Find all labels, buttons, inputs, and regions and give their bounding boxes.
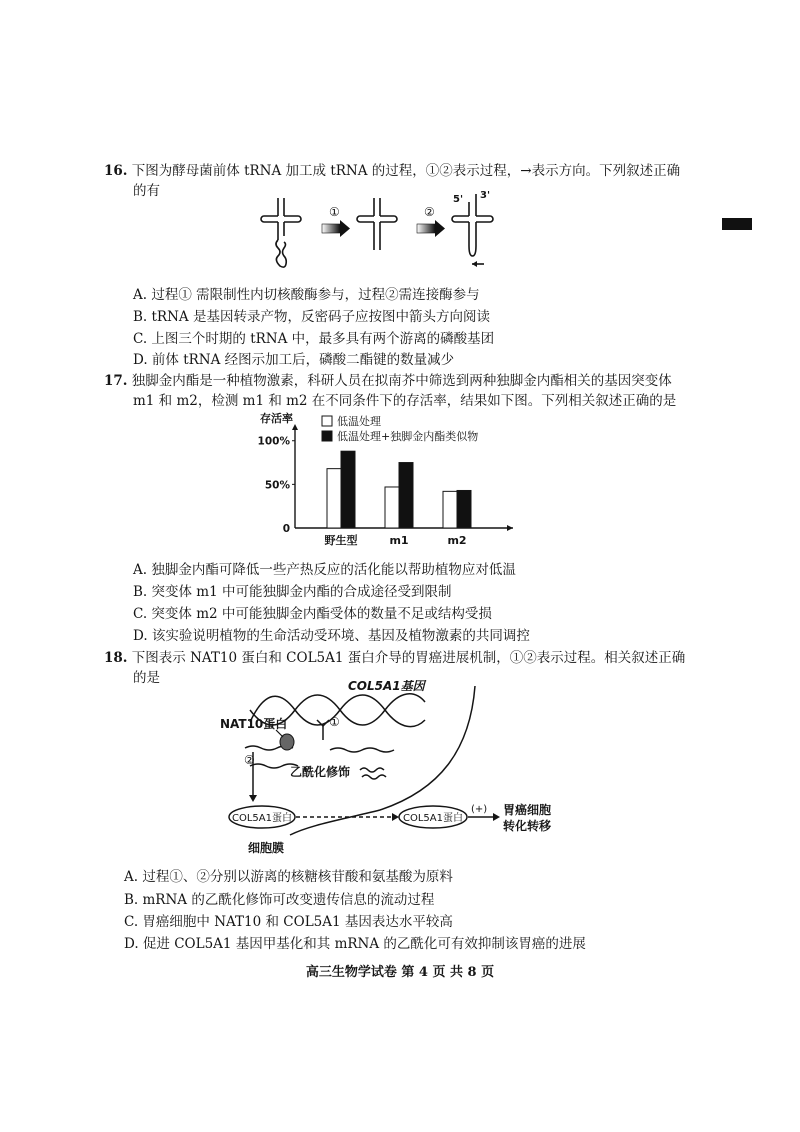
x-tick-label: m1 (389, 534, 409, 547)
x-tick-label: m2 (447, 534, 467, 547)
bar-cold-analog (457, 490, 471, 528)
precursor-trna-shape (261, 198, 301, 267)
gastric-cancer-mechanism-diagram (220, 680, 570, 860)
q17-option-d[interactable]: D. 该实验说明植物的生命活动受环境、基因及植物激素的共同调控 (133, 628, 530, 644)
legend-label: 低温处理+独脚金内酯类似物 (337, 430, 479, 443)
protein-left-label: COL5A1蛋白 (232, 813, 292, 824)
peptide-squiggle-2 (362, 775, 386, 779)
q17-stem-line1: 17. 独脚金内酯是一种植物激素，科研人员在拟南芥中筛选到两种独脚金内酯相关的基因突变体 (104, 373, 672, 389)
legend-label: 低温处理 (337, 415, 381, 428)
bar-cold (443, 491, 457, 528)
step1-label: ① (329, 205, 340, 219)
translation-arrowhead-icon (249, 795, 257, 802)
q17-option-a[interactable]: A. 独脚金内酯可降低一些产热反应的活化能以帮助植物应对低温 (133, 562, 516, 578)
bar-cold-analog (341, 451, 355, 528)
bar-cold (327, 469, 341, 528)
x-axis-arrow-icon (507, 525, 513, 531)
protein-right-label: COL5A1蛋白 (403, 813, 463, 824)
y-tick-label: 50% (264, 479, 290, 492)
intermediate-trna-shape (357, 198, 397, 250)
result-line1-label: 胃癌细胞 (503, 803, 552, 817)
nat10-pointer-line (276, 730, 283, 737)
legend-swatch (322, 431, 332, 441)
q18-stem-line2: 的是 (133, 670, 160, 686)
bar-cold (385, 487, 399, 528)
q18-stem-line1: 18. 下图表示 NAT10 蛋白和 COL5A1 蛋白介导的胃癌进展机制，①②表示过程。相关叙述正确 (104, 650, 686, 666)
page-footer: 高三生物学试卷 第 4 页 共 8 页 (305, 965, 495, 980)
y-axis-label: 存活率 (260, 412, 293, 425)
x-tick-label: 野生型 (324, 534, 358, 547)
transport-arrowhead-icon (392, 813, 399, 821)
y-tick-label: 0 (282, 523, 290, 535)
step2-label: ② (424, 205, 435, 219)
q16-option-c[interactable]: C. 上图三个时期的 tRNA 中，最多具有两个游离的磷酸基团 (133, 331, 495, 347)
direction-arrow-icon (472, 261, 477, 267)
q18-step1-label: ① (329, 715, 340, 729)
plus-sign-label: (+) (471, 804, 488, 815)
survival-rate-bar-chart (240, 410, 530, 555)
end3-label: 3' (480, 190, 491, 201)
q18-option-c[interactable]: C. 胃癌细胞中 NAT10 和 COL5A1 基因表达水平较高 (124, 914, 453, 930)
q16-stem-line2: 的有 (133, 183, 160, 199)
acetyl-label: 乙酰化修饰 (290, 765, 351, 779)
q17-stem-line2: m1 和 m2，检测 m1 和 m2 在不同条件下的存活率，结果如下图。下列相关叙述正确的是 (133, 393, 677, 409)
q16-option-a[interactable]: A. 过程① 需限制性内切核酸酶参与，过程②需连接酶参与 (133, 287, 480, 303)
process-arrow-1-icon (322, 220, 350, 237)
q18-option-a[interactable]: A. 过程①、②分别以游离的核糖核苷酸和氨基酸为原料 (124, 869, 453, 885)
q17-option-b[interactable]: B. 突变体 m1 中可能独脚金内酯的合成途径受到限制 (133, 584, 452, 600)
gene-label: COL5A1基因 (348, 680, 425, 693)
process-arrow-2-icon (417, 220, 445, 237)
q17-number: 17. (104, 373, 128, 389)
trna-processing-diagram (240, 188, 510, 278)
peptide-squiggle-1 (360, 768, 384, 772)
q18-step2-label: ② (244, 753, 255, 767)
q16-number: 16. (104, 163, 128, 179)
q16-option-b[interactable]: B. tRNA 是基因转录产物，反密码子应按图中箭头方向阅读 (133, 309, 490, 325)
membrane-label: 细胞膜 (248, 841, 285, 855)
q18-option-b[interactable]: B. mRNA 的乙酰化修饰可改变遗传信息的流动过程 (124, 892, 435, 908)
bar-cold-analog (399, 463, 413, 528)
y-tick-label: 100% (257, 435, 290, 448)
end5-label: 5' (453, 194, 464, 205)
nat10-label: NAT10蛋白 (220, 717, 288, 731)
q18-option-d[interactable]: D. 促进 COL5A1 基因甲基化和其 mRNA 的乙酰化可有效抑制该胃癌的进展 (124, 936, 586, 952)
page-edge-mark (722, 218, 752, 230)
q17-option-c[interactable]: C. 突变体 m2 中可能独脚金内酯受体的数量不足或结构受损 (133, 606, 492, 622)
result-line2-label: 转化转移 (503, 819, 552, 833)
q18-number: 18. (104, 650, 128, 666)
q16-stem-line1: 16. 下图为酵母菌前体 tRNA 加工成 tRNA 的过程，①②表示过程，→表示方向。下列叙述正确 (104, 163, 681, 179)
promote-arrowhead-icon (493, 813, 500, 821)
legend-swatch (322, 416, 332, 426)
q16-option-d[interactable]: D. 前体 tRNA 经图示加工后，磷酸二酯键的数量减少 (133, 352, 455, 368)
mrna-line-right (330, 748, 394, 752)
